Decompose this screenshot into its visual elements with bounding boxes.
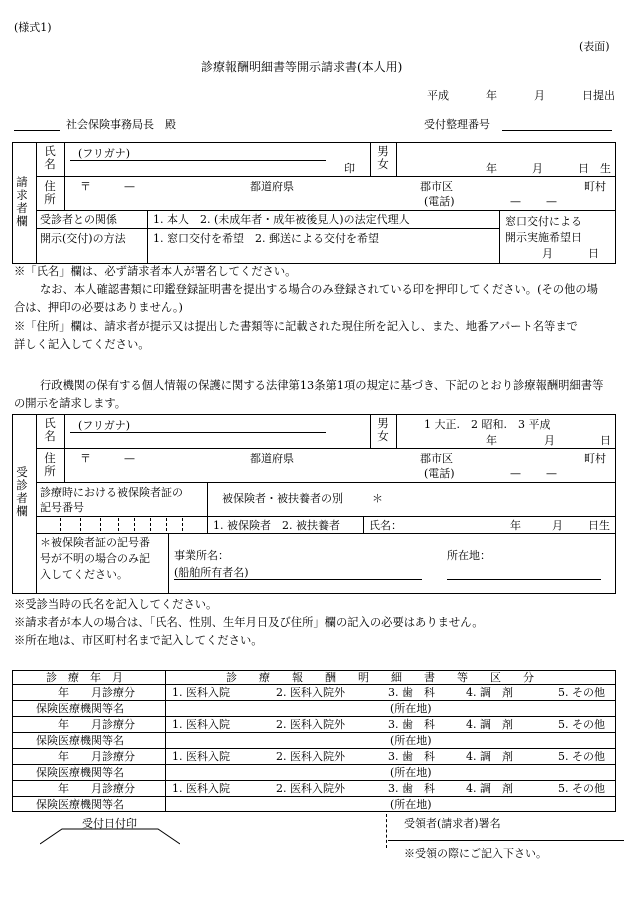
claim-institution-location[interactable]: (所在地) [390,702,432,715]
employer-location-field[interactable] [447,579,601,580]
digit-separator [118,518,119,531]
patient-town: 町村 [584,452,606,465]
claim-institution-location[interactable]: (所在地) [390,734,432,747]
digit-separator [134,518,135,531]
patient-postal-mark: 〒 [80,452,91,465]
intro-line-2: の開示を請求します。 [14,397,127,410]
claim-option-5[interactable]: 5. その他 [558,718,605,731]
patient-city: 郡市区 [420,452,453,465]
patient-name-label: 氏名 [44,416,56,443]
claim-option-5[interactable]: 5. その他 [558,782,605,795]
page-title: 診療報酬明細書等開示請求書(本人用) [201,60,403,74]
office-blank-line[interactable] [14,130,60,131]
digit-separator [100,518,101,531]
digit-separator [80,518,81,531]
claim-option-1[interactable]: 1. 医科入院 [172,718,230,731]
receipt-number-field[interactable] [502,130,612,131]
employer-field[interactable] [174,579,422,580]
employer-label: 事業所名： [174,549,229,562]
note-location: ※所在地は、市区町村名まで記入してください。 [14,634,263,647]
intro-line-1: 行政機関の保有する個人情報の保護に関する法律第13条第1項の規定に基づき、下記のとおり診療報酬明細書等 [40,379,604,392]
recipient-note: ※受領の際にご記入下さい。 [404,847,547,860]
requester-postal-mark: 〒 [80,180,91,193]
claim-option-3[interactable]: 3. 歯 科 [388,718,435,731]
page-side-label: (表面) [579,40,610,53]
note-seal-1: なお、本人確認書類に印鑑登録証明書を提出する場合のみ登録されている印を押印してください。(その他の場 [40,283,598,296]
claim-option-4[interactable]: 4. 調 剤 [466,782,513,795]
insured-number-label-1: 診療時における被保険者証の [40,486,183,499]
insured-dob-born: 日生 [588,519,610,532]
employer-location-label: 所在地： [447,549,491,562]
window-date-label-1: 窓口交付による [505,215,582,228]
note-seal-2: 合は、押印の必要はありません。) [14,301,183,314]
method-options[interactable]: 1. 窓口交付を希望 2. 郵送による交付を希望 [153,232,379,245]
claims-header-period: 診 療 年 月 [46,671,123,684]
claim-month-label[interactable]: 年 月診療分 [58,750,135,763]
insured-name-label: 氏名： [369,519,402,532]
patient-phone-label: (電話) [424,467,455,480]
claim-option-5[interactable]: 5. その他 [558,686,605,699]
note-patient-name: ※受診当時の氏名を記入してください。 [14,598,218,611]
insured-type-label: 被保険者・被扶養者の別 [222,492,343,505]
receipt-number-label: 受付整理番号 [424,118,490,131]
note-name-signature: ※「氏名」欄は、必ず請求者本人が署名してください。 [14,265,297,278]
unknown-number-note-3: 入してください。 [40,568,128,581]
patient-era-options[interactable]: 1 大正. 2 昭和. 3 平成 [424,418,551,431]
receipt-stamp-area[interactable] [40,826,180,846]
requester-furigana-field[interactable] [70,160,326,161]
claims-rows [12,684,616,812]
ship-owner-label: (船舶所有者名) [174,566,249,579]
method-label: 開示(交付)の方法 [40,232,126,245]
claim-option-4[interactable]: 4. 調 剤 [466,718,513,731]
claim-institution-label: 保険医療機関等名 [36,766,124,779]
digit-separator [150,518,151,531]
requester-dob-day: 日 生 [578,162,611,175]
submit-month: 月 [534,89,545,102]
insured-type-asterisk: ＊ [372,492,383,505]
insured-number-label-2: 記号番号 [40,501,84,514]
digit-separator [182,518,183,531]
recipient-divider [386,814,387,848]
claim-option-1[interactable]: 1. 医科入院 [172,750,230,763]
form-number: (様式1) [14,21,52,34]
claim-institution-label: 保険医療機関等名 [36,798,124,811]
requester-phone-dash-1: — [510,195,521,208]
requester-furigana-label: (フリガナ) [78,147,131,160]
insured-type-options[interactable]: 1. 被保険者 2. 被扶養者 [213,519,340,532]
submit-day: 日提出 [582,89,615,102]
patient-dob-day: 日 [600,434,611,447]
requester-address-label: 住所 [44,179,56,206]
claim-option-2[interactable]: 2. 医科入院外 [276,686,345,699]
claim-option-2[interactable]: 2. 医科入院外 [276,750,345,763]
window-date-label-2: 開示実施希望日 [505,231,582,244]
requester-phone-dash-2: — [546,195,557,208]
submit-era: 平成 [427,89,449,102]
receipt-stamp-label: 受付日付印 [82,817,137,830]
claim-institution-label: 保険医療機関等名 [36,702,124,715]
claim-option-3[interactable]: 3. 歯 科 [388,750,435,763]
requester-town: 町村 [584,180,606,193]
submit-year: 年 [486,89,497,102]
claim-option-5[interactable]: 5. その他 [558,750,605,763]
insured-dob-month: 月 [552,519,563,532]
requester-city: 郡市区 [420,180,453,193]
patient-furigana-label: (フリガナ) [78,419,131,432]
patient-phone-dash-1: — [510,467,521,480]
requester-dob-month: 月 [532,162,543,175]
patient-furigana-field[interactable] [70,432,326,433]
requester-postal-dash: — [124,180,135,193]
patient-section-label: 受診者欄 [16,465,28,518]
claim-option-3[interactable]: 3. 歯 科 [388,686,435,699]
claim-option-1[interactable]: 1. 医科入院 [172,782,230,795]
claim-institution-label: 保険医療機関等名 [36,734,124,747]
recipient-signature-field[interactable] [388,840,624,841]
claim-option-2[interactable]: 2. 医科入院外 [276,718,345,731]
patient-sex-label: 男女 [377,416,389,443]
requester-name-field[interactable] [72,163,358,175]
recipient-signature-label: 受領者(請求者)署名 [404,817,501,830]
claim-month-label[interactable]: 年 月診療分 [58,782,135,795]
requester-sex-label: 男女 [377,144,389,171]
note-address-1: ※「住所」欄は、請求者が提示又は提出した書類等に記載された現住所を記入し、また、地番アパート名等まで [14,320,578,333]
claim-institution-location[interactable]: (所在地) [390,766,432,779]
patient-dob-year: 年 [486,434,497,447]
requester-name-label: 氏名 [44,144,56,171]
addressee: 社会保険事務局長 殿 [66,118,176,131]
claim-option-1[interactable]: 1. 医科入院 [172,686,230,699]
claim-option-2[interactable]: 2. 医科入院外 [276,782,345,795]
window-date-day: 日 [588,247,599,260]
claim-month-label[interactable]: 年 月診療分 [58,686,135,699]
patient-prefecture: 都道府県 [250,452,294,465]
unknown-number-note-1: ＊被保険者証の記号番 [40,536,150,549]
claim-institution-location[interactable]: (所在地) [390,798,432,811]
requester-prefecture: 都道府県 [250,180,294,193]
window-date-month: 月 [542,247,553,260]
seal-mark: 印 [344,162,355,175]
claim-option-4[interactable]: 4. 調 剤 [466,686,513,699]
claim-option-4[interactable]: 4. 調 剤 [466,750,513,763]
insured-dob-year: 年 [510,519,521,532]
patient-address-label: 住所 [44,451,56,478]
patient-postal-dash: — [124,452,135,465]
patient-phone-dash-2: — [546,467,557,480]
relation-options[interactable]: 1. 本人 2. (未成年者・成年被後見人)の法定代理人 [153,213,410,226]
patient-dob-month: 月 [544,434,555,447]
requester-dob-year: 年 [486,162,497,175]
note-address-2: 詳しく記入してください。 [14,338,150,351]
digit-separator [166,518,167,531]
claim-month-label[interactable]: 年 月診療分 [58,718,135,731]
note-self-request: ※請求者が本人の場合は、「氏名、性別、生年月日及び住所」欄の記入の必要はありません。 [14,616,484,629]
claims-header-category: 診 療 報 酬 明 細 書 等 区 分 [226,671,534,684]
unknown-number-note-2: 号が不明の場合のみ記 [40,552,150,565]
patient-name-field[interactable] [72,435,362,447]
claim-option-3[interactable]: 3. 歯 科 [388,782,435,795]
requester-section-label: 請求者欄 [16,175,28,228]
digit-separator [60,518,61,531]
insured-number-boxes[interactable] [36,516,207,533]
relation-label: 受診者との関係 [40,213,117,226]
requester-phone-label: (電話) [424,195,455,208]
